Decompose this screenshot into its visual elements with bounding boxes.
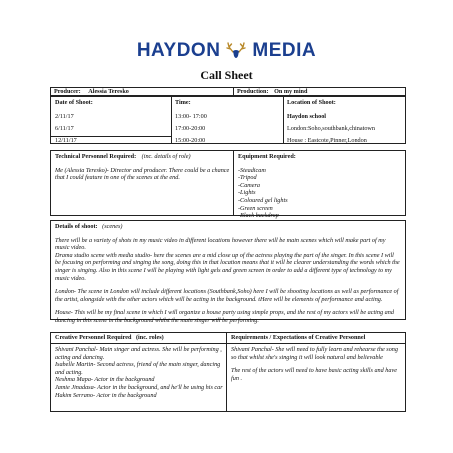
technical-hint: (inc. details of role) (141, 153, 191, 160)
equipment-item: -Green screen (238, 204, 273, 212)
shoot-details (50, 220, 406, 324)
requirements-paragraph: Shivani Panchal- She will need to fully learn and rehearse the song so that whilst she's singing it will look natural and believable (231, 346, 398, 361)
creative-line: Jamie Jinadasa- Actor in the background, and he'll be using his car (55, 383, 223, 391)
equipment-item: -Coloured gel lights (238, 196, 288, 204)
producer-row (50, 87, 406, 96)
details-paragraph: House- This will be my final scene in which I will organize a house party using simple props, and the rest of my actors will be acting and dancing in this scene in the background whilst the main singer will be performing. (55, 309, 394, 324)
shoot-time: 17:00-20:00 (175, 125, 206, 132)
production-label: Production: (237, 88, 269, 95)
shoot-location: House : Eastcote,Pinner,London (287, 137, 367, 144)
shoot-location: London:Soho,southbank,chinatown (287, 125, 375, 132)
creative-header (55, 334, 164, 342)
equipment-list (238, 167, 403, 220)
details-label: Details of shoot: (55, 223, 98, 230)
equipment-section (238, 153, 403, 220)
details-paragraph: London- The scene in London will include different locations (Southbank,Soho) here I will be shooting locations as well as performance of the artist, alongside with the other actors which will be acting in the background. tHere will be elements of performance and acting. (55, 288, 399, 303)
details-paragraph: There will be a variety of shots in my music video in different locations however there will be main scenes which will make part of my music video. (55, 236, 386, 252)
schedule-table (50, 96, 406, 144)
creative-hint: (inc. roles) (135, 334, 164, 341)
technical-body: Me (Alessia Teresko)- Director and producer. There could be a chance that I could feature in one of the scenes at the end. (55, 166, 230, 182)
producer-label: Producer: (54, 88, 81, 95)
creative-line: Neshma Mapa- Actor in the background (55, 376, 155, 384)
time-label: Time: (175, 99, 191, 106)
details-hint: (scenes) (102, 223, 123, 230)
equipment-item: -Tripod (238, 174, 257, 182)
creative-line: Isabelle Martin- Second actress, friend of the main singer, dancing and acting. (55, 361, 221, 376)
page-title: Call Sheet (200, 68, 253, 82)
shoot-location: Haydon school (287, 113, 327, 120)
location-label: Location of Shoot: (287, 99, 336, 106)
equipment-item: -Lights (238, 189, 256, 197)
producer-field (54, 88, 129, 96)
details-paragraph: Drama studio scene with media studio- here the scenes are a mid close up of the actress playing the part of the singer. In this scene I will be focusing on performing and singing the song, doing this in that location means that it will be clearer understanding the words which the singer is singing. Also in this scene I will be playing with light gels and green screen in order to add a different type of technology to my music video. (55, 251, 400, 282)
requirements-list (231, 346, 403, 382)
producer-value: Alessia Teresko (88, 88, 129, 95)
shoot-date: 6/11/17 (55, 125, 74, 132)
shoot-date: 2/11/17 (55, 113, 74, 120)
creative-line: Hakim Serrano- Actor in the background (55, 391, 157, 399)
requirements-label: Requirements / Expectations of Creative Personnel (231, 334, 366, 341)
equipment-item: -Steadicam (238, 166, 266, 174)
requirements-paragraph: The rest of the actors will need to have basic acting skills and have fun . (231, 367, 397, 382)
stag-icon (224, 39, 248, 63)
shoot-date: 12/11/17 (55, 137, 77, 144)
brand-logo (0, 38, 453, 64)
shoot-time: 15:00-20:00 (175, 137, 206, 144)
creative-line: Shivani Panchal- Main singer and actress. She will be performing , acting and dancing. (55, 346, 222, 361)
production-value: On my mind (274, 88, 308, 95)
technical-label: Technical Personnel Required: (55, 153, 137, 160)
equipment-label: Equipment Required: (238, 153, 296, 160)
date-label: Date of Shoot: (55, 99, 93, 106)
creative-label: Creative Personnel Required (55, 334, 132, 341)
creative-table (50, 332, 406, 412)
creative-list (55, 346, 223, 399)
equipment-item: -Black backdrop (238, 212, 279, 220)
equipment-item: -Camera (238, 181, 260, 189)
personnel-equipment-table (50, 150, 406, 220)
shoot-time: 13:00- 17:00 (175, 113, 207, 120)
technical-personnel (55, 153, 230, 182)
brand-right: MEDIA (252, 40, 317, 61)
brand-left: HAYDON (136, 40, 221, 61)
production-field (237, 88, 307, 96)
